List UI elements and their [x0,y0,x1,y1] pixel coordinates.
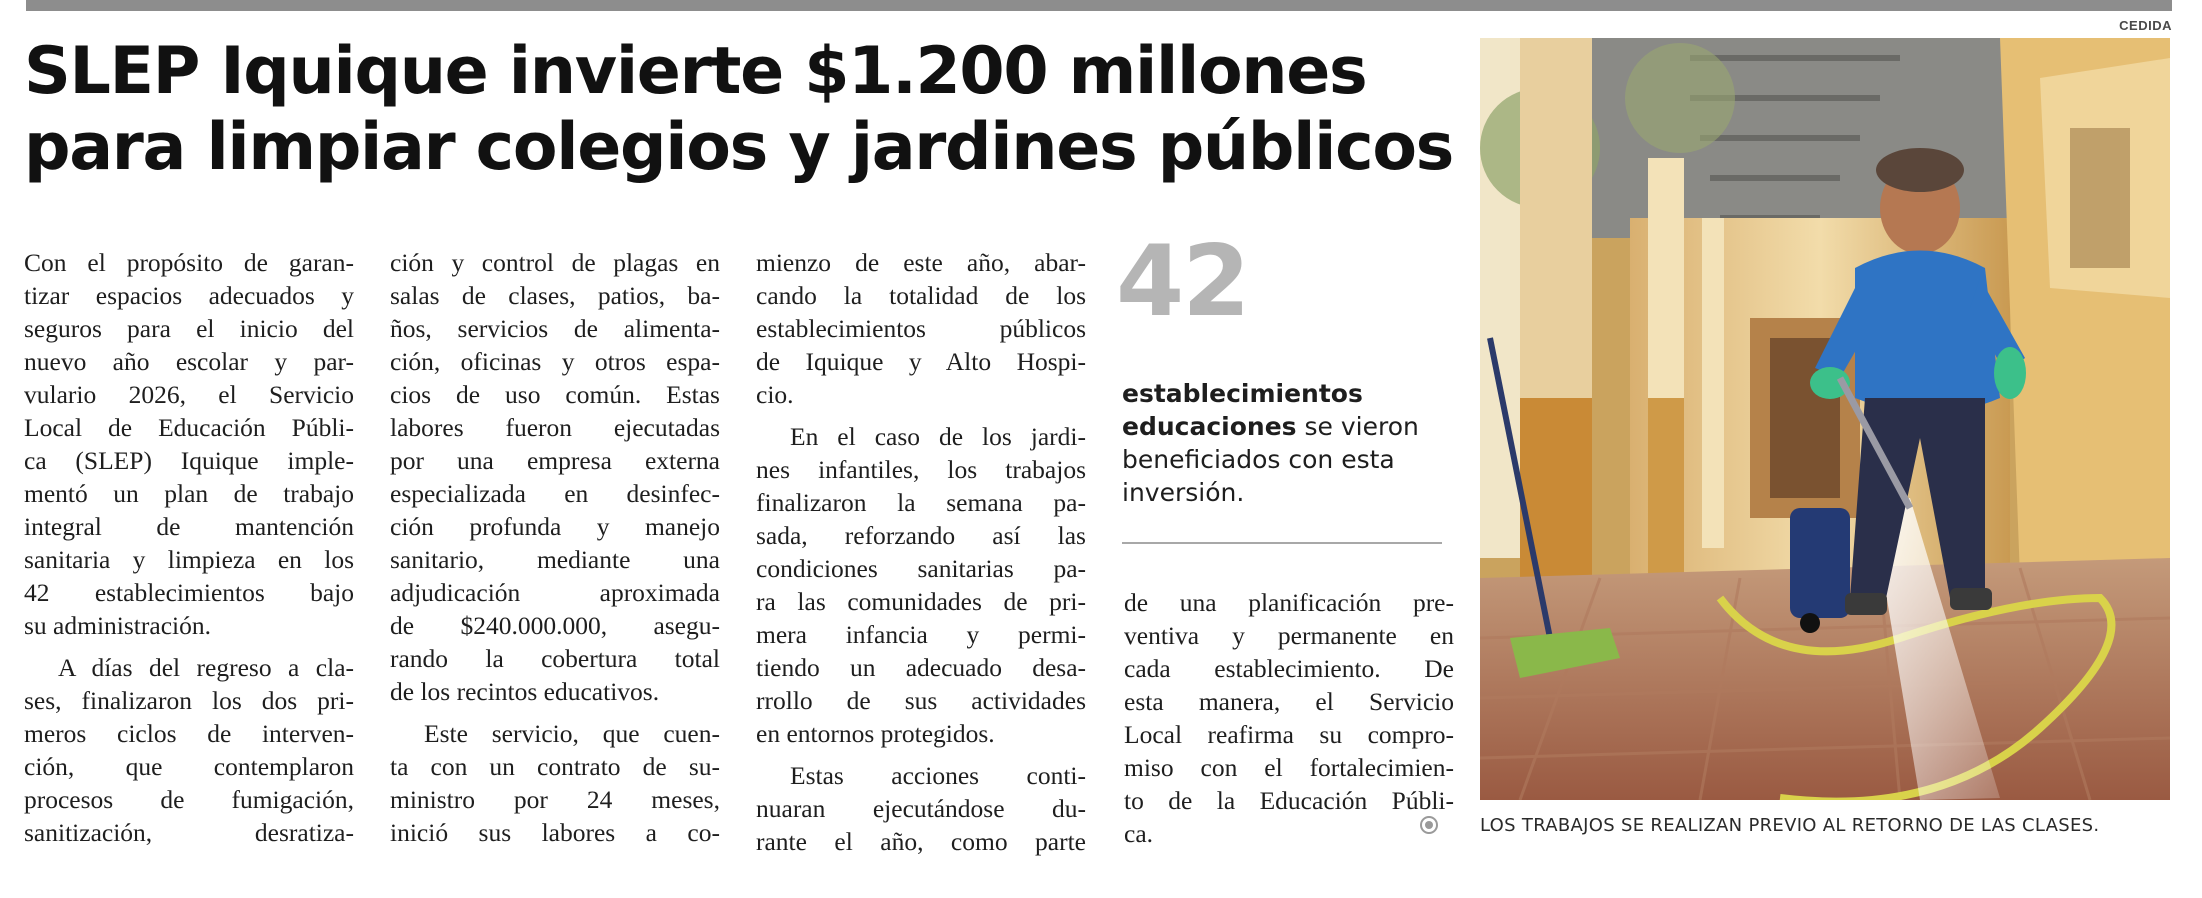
body-line: sanitización, desratiza- [24,818,354,847]
body-line: to de la Educación Públi- [1124,786,1454,815]
photo-credit: CEDIDA [2119,18,2172,33]
body-line: ca (SLEP) Iquique imple- [24,446,354,475]
body-line: A días del regreso a cla- [58,653,354,682]
body-line: nuevo año escolar y par- [24,347,354,376]
body-line: mera infancia y permi- [756,620,1086,649]
body-line: cios de uso común. Estas [390,380,720,409]
body-line: labores fueron ejecutadas [390,413,720,442]
body-line: mentó un plan de trabajo [24,479,354,508]
body-line: vulario 2026, el Servicio [24,380,354,409]
body-line: ventiva y permanente en [1124,621,1454,650]
body-line: cando la totalidad de los [756,281,1086,310]
stat-divider [1122,542,1442,544]
headline-line-1: SLEP Iquique invierte $1.200 millones [24,34,1367,109]
body-line: finalizaron la semana pa- [756,488,1086,517]
stat-number: 42 [1116,225,1249,339]
body-line: esta manera, el Servicio [1124,687,1454,716]
body-line: rando la cobertura total [390,644,720,673]
body-line: en entornos protegidos. [756,719,995,748]
body-line: rrollo de sus actividades [756,686,1086,715]
body-line: ministro por 24 meses, [390,785,720,814]
body-line: ción, oficinas y otros espa- [390,347,720,376]
body-line: Este servicio, que cuen- [424,719,720,748]
body-line: cio. [756,380,794,409]
article-photo [1480,38,2170,800]
body-line: sada, reforzando así las [756,521,1086,550]
body-line: miso con el fortalecimien- [1124,753,1454,782]
body-line: sanitario, mediante una [390,545,720,574]
body-line: tizar espacios adecuados y [24,281,354,310]
photo-caption: LOS TRABAJOS SE REALIZAN PREVIO AL RETORNO DE LAS CLASES. [1480,815,2100,836]
body-column-1 [24,246,354,849]
body-line: nuaran ejecutándose du- [756,794,1086,823]
body-line: de $240.000.000, asegu- [390,611,720,640]
body-line: ción, que contemplaron [24,752,354,781]
body-line: condiciones sanitarias pa- [756,554,1086,583]
body-column-2 [390,246,720,849]
body-column-4 [1124,586,1454,850]
body-line: ses, finalizaron los dos pri- [24,686,354,715]
body-line: Local reafirma su compro- [1124,720,1454,749]
body-line: por una empresa externa [390,446,720,475]
headline-line-2: para limpiar colegios y jardines públicos [24,110,1454,185]
body-column-3 [756,246,1086,858]
body-line: ca. [1124,819,1154,848]
stat-description [1122,377,1452,509]
body-line: mienzo de este año, abar- [756,248,1086,277]
end-of-article-icon [1420,816,1438,834]
body-line: ción profunda y manejo [390,512,720,541]
body-line: meros ciclos de interven- [24,719,354,748]
body-line: salas de clases, patios, ba- [390,281,720,310]
top-rule [26,0,2172,11]
body-line: establecimientos públicos [756,314,1086,343]
body-line: adjudicación aproximada [390,578,720,607]
body-line: ños, servicios de alimenta- [390,314,720,343]
body-line: inició sus labores a co- [390,818,720,847]
body-line: de Iquique y Alto Hospi- [756,347,1086,376]
body-line: integral de mantención [24,512,354,541]
body-line: En el caso de los jardi- [790,422,1086,451]
photo-cleaning-worker-icon [1480,38,2170,800]
body-line: ta con un contrato de su- [390,752,720,781]
body-line: ra las comunidades de pri- [756,587,1086,616]
headline [24,34,1464,186]
body-line: ción y control de plagas en [390,248,720,277]
body-line: Local de Educación Públi- [24,413,354,442]
body-line: Con el propósito de garan- [24,248,354,277]
body-line: seguros para el inicio del [24,314,354,343]
body-line: tiendo un adecuado desa- [756,653,1086,682]
body-line: de los recintos educativos. [390,677,660,706]
body-line: cada establecimiento. De [1124,654,1454,683]
body-line: 42 establecimientos bajo [24,578,354,607]
stat-bold-text: establecimientos educaciones [1122,379,1363,441]
body-line: de una planificación pre- [1124,588,1454,617]
body-line: procesos de fumigación, [24,785,354,814]
body-line: nes infantiles, los trabajos [756,455,1086,484]
stat-rest-text: se vieron beneficiados con esta inversión. [1122,412,1419,507]
body-line: Estas acciones conti- [790,761,1086,790]
body-line: su administración. [24,611,211,640]
body-line: sanitaria y limpieza en los [24,545,354,574]
body-line: especializada en desinfec- [390,479,720,508]
body-line: rante el año, como parte [756,827,1086,856]
